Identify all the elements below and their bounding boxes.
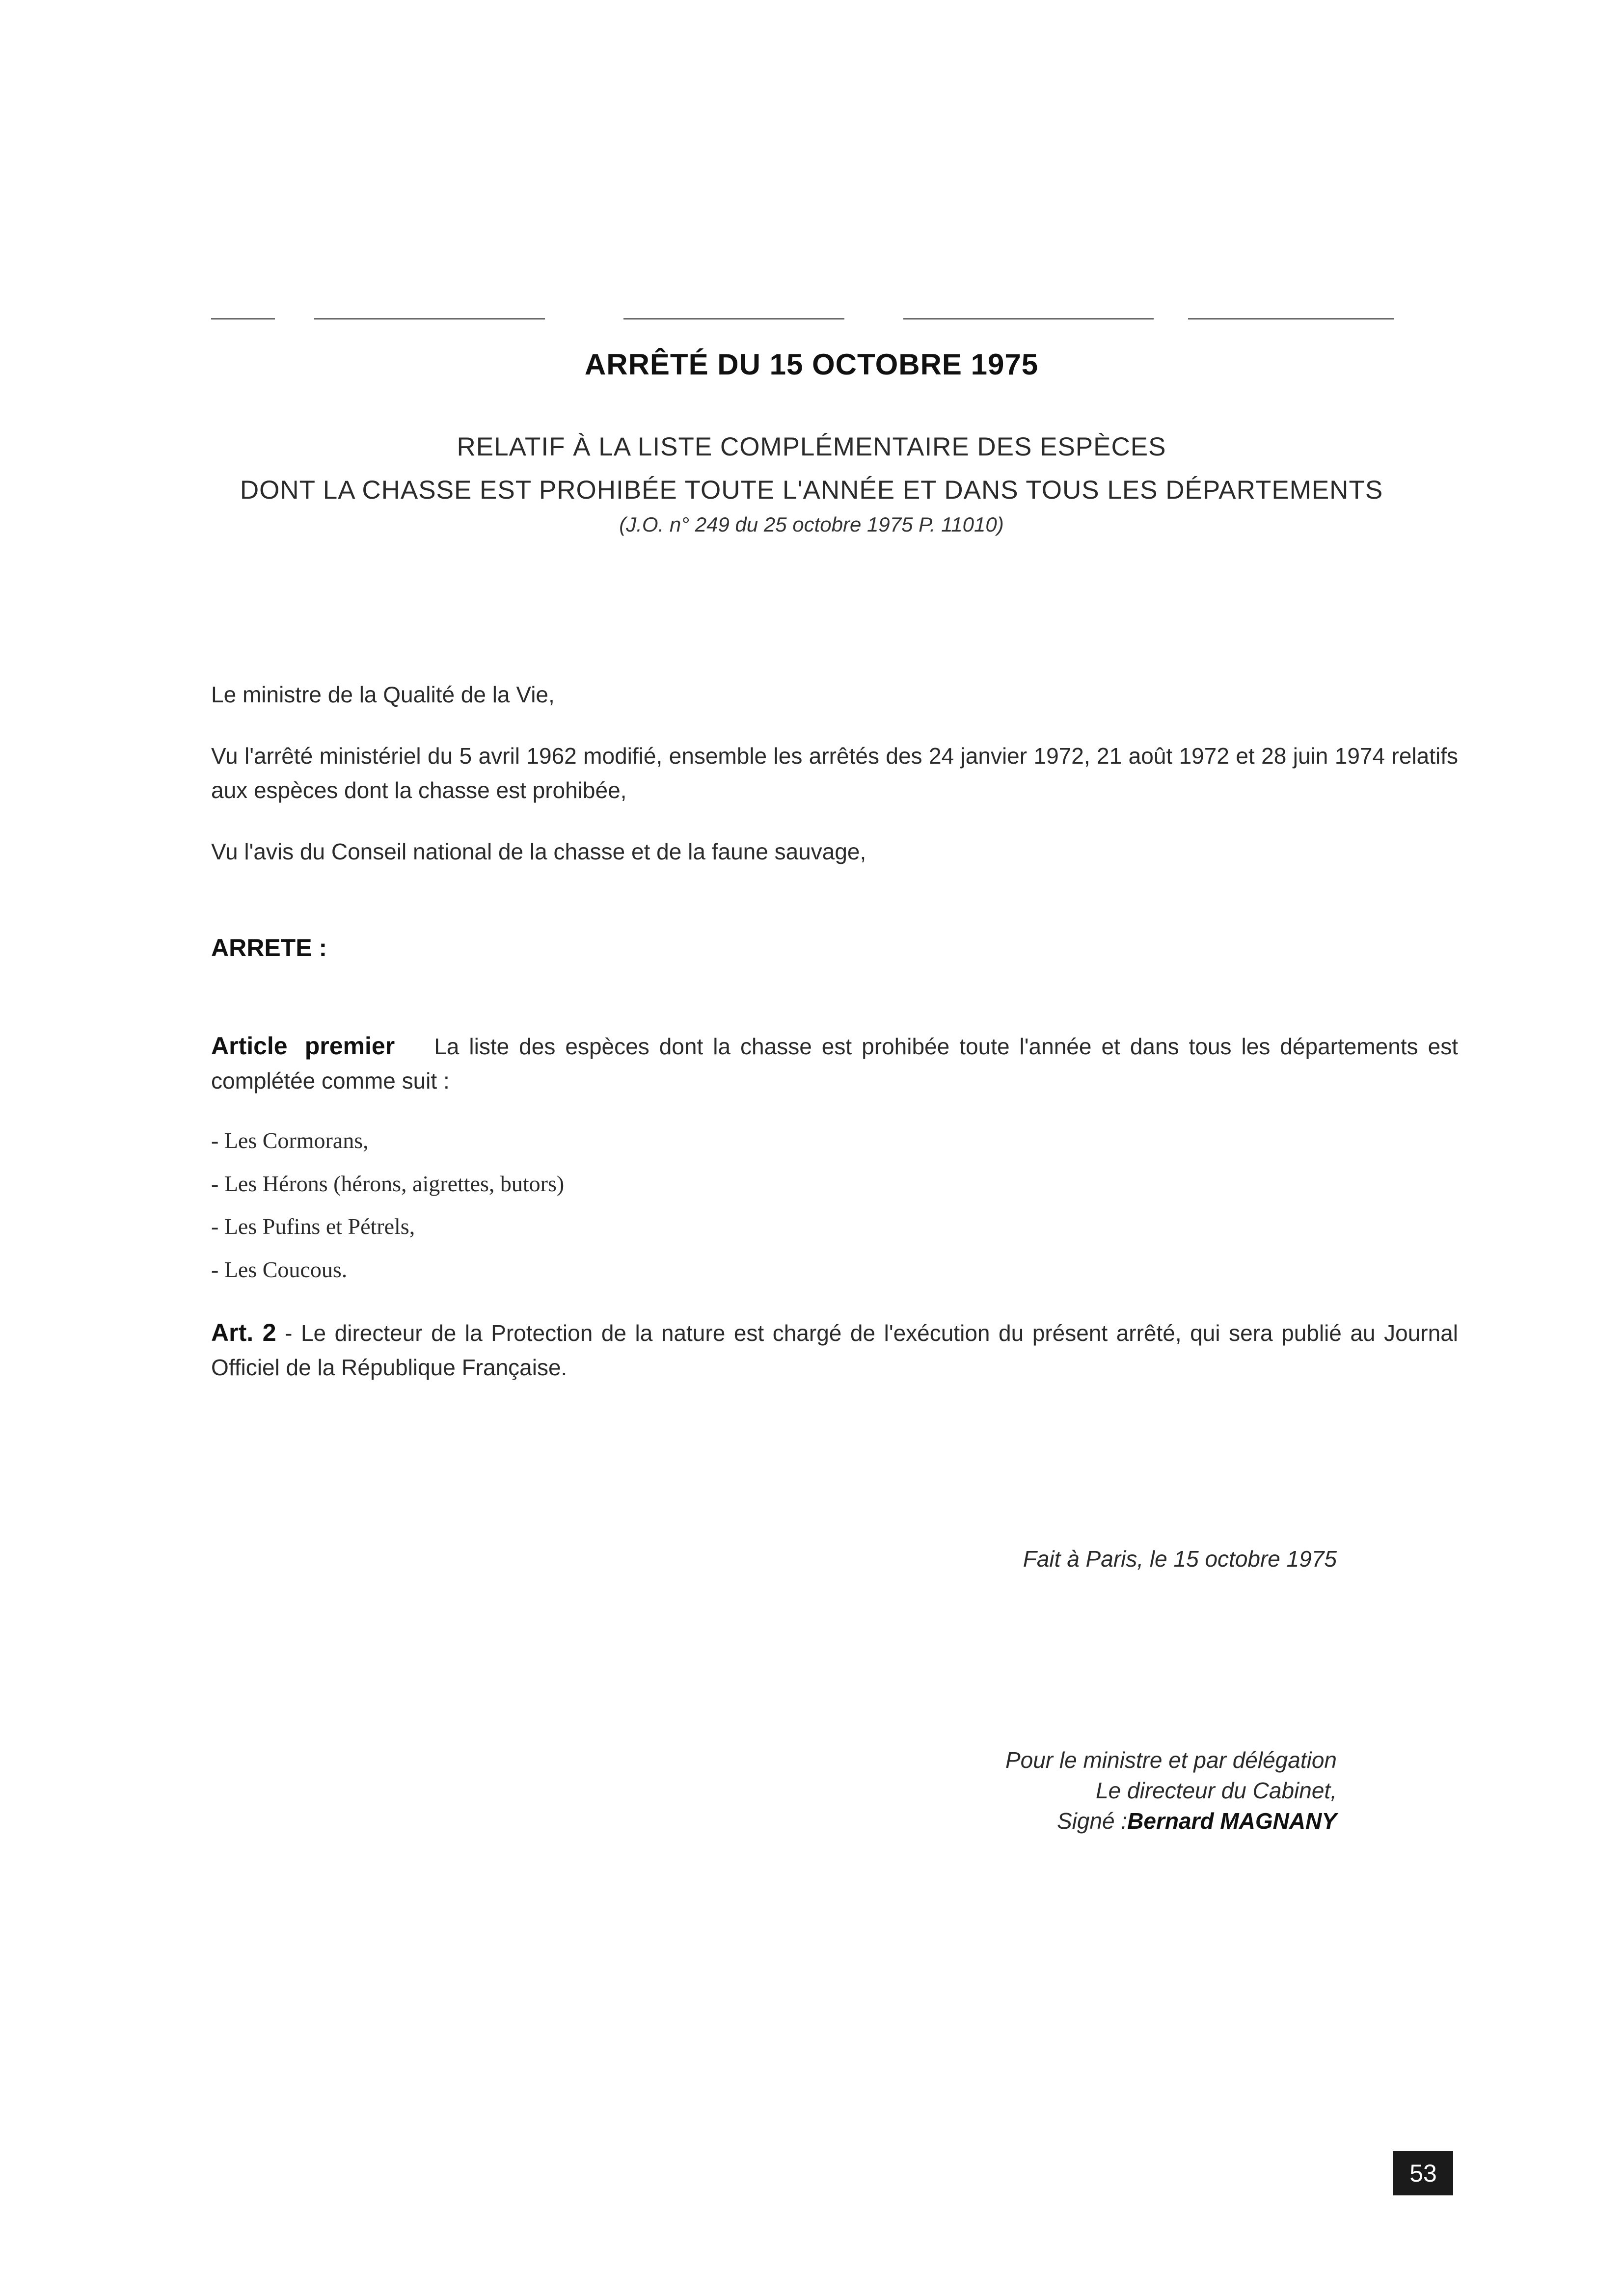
- vu-paragraph-1: Vu l'arrêté ministériel du 5 avril 1962 modifié, ensemble les arrêtés des 24 janvier 1972, 21 août 1972 et 28 juin 1974 relatifs aux espèces dont la chasse est prohibée,: [211, 743, 1458, 803]
- list-item: - Les Hérons (hérons, aigrettes, butors): [211, 1171, 565, 1196]
- journal-reference: (J.O. n° 249 du 25 octobre 1975 P. 11010): [619, 513, 1004, 536]
- article-premier: [211, 1029, 1458, 1098]
- article-2-label: Art. 2: [211, 1319, 276, 1346]
- arrete-heading: ARRETE :: [211, 934, 327, 961]
- article-premier-text: La liste des espèces dont la chasse est prohibée toute l'année et dans tous les départements est complétée comme suit :: [211, 1034, 1458, 1094]
- signature-line-1: Pour le ministre et par délégation: [1005, 1747, 1337, 1773]
- list-item: - Les Coucous.: [211, 1257, 348, 1282]
- list-item: - Les Pufins et Pétrels,: [211, 1214, 415, 1239]
- header-rule: [623, 318, 844, 320]
- header-rule: [314, 318, 545, 320]
- list-item: - Les Cormorans,: [211, 1128, 369, 1153]
- article-premier-label: Article premier: [211, 1032, 395, 1060]
- page-number: 53: [1393, 2151, 1453, 2195]
- header-rule: [903, 318, 1154, 320]
- subtitle-line-2: DONT LA CHASSE EST PROHIBÉE TOUTE L'ANNÉE ET DANS TOUS LES DÉPARTEMENTS: [240, 476, 1383, 505]
- signature-line-3: [1005, 1806, 1337, 1836]
- signer-name: Bernard MAGNANY: [1127, 1808, 1337, 1834]
- article-2: [211, 1315, 1458, 1385]
- signature-block: [1005, 1745, 1337, 1836]
- vu-paragraph-2: Vu l'avis du Conseil national de la chasse et de la faune sauvage,: [211, 839, 866, 864]
- article-2-text: - Le directeur de la Protection de la nature est chargé de l'exécution du présent arrêté, qui sera publié au Journal Officiel de la République Française.: [211, 1320, 1458, 1380]
- subtitle-line-1: RELATIF À LA LISTE COMPLÉMENTAIRE DES ESPÈCES: [457, 432, 1166, 461]
- signed-prefix: Signé :: [1056, 1808, 1128, 1834]
- document-title: ARRÊTÉ DU 15 OCTOBRE 1975: [584, 348, 1039, 381]
- minister-line: Le ministre de la Qualité de la Vie,: [211, 682, 555, 707]
- header-rule: [1188, 318, 1394, 320]
- header-rule: [211, 318, 275, 320]
- signature-line-2: Le directeur du Cabinet,: [1096, 1778, 1337, 1803]
- place-date: Fait à Paris, le 15 octobre 1975: [1023, 1546, 1337, 1572]
